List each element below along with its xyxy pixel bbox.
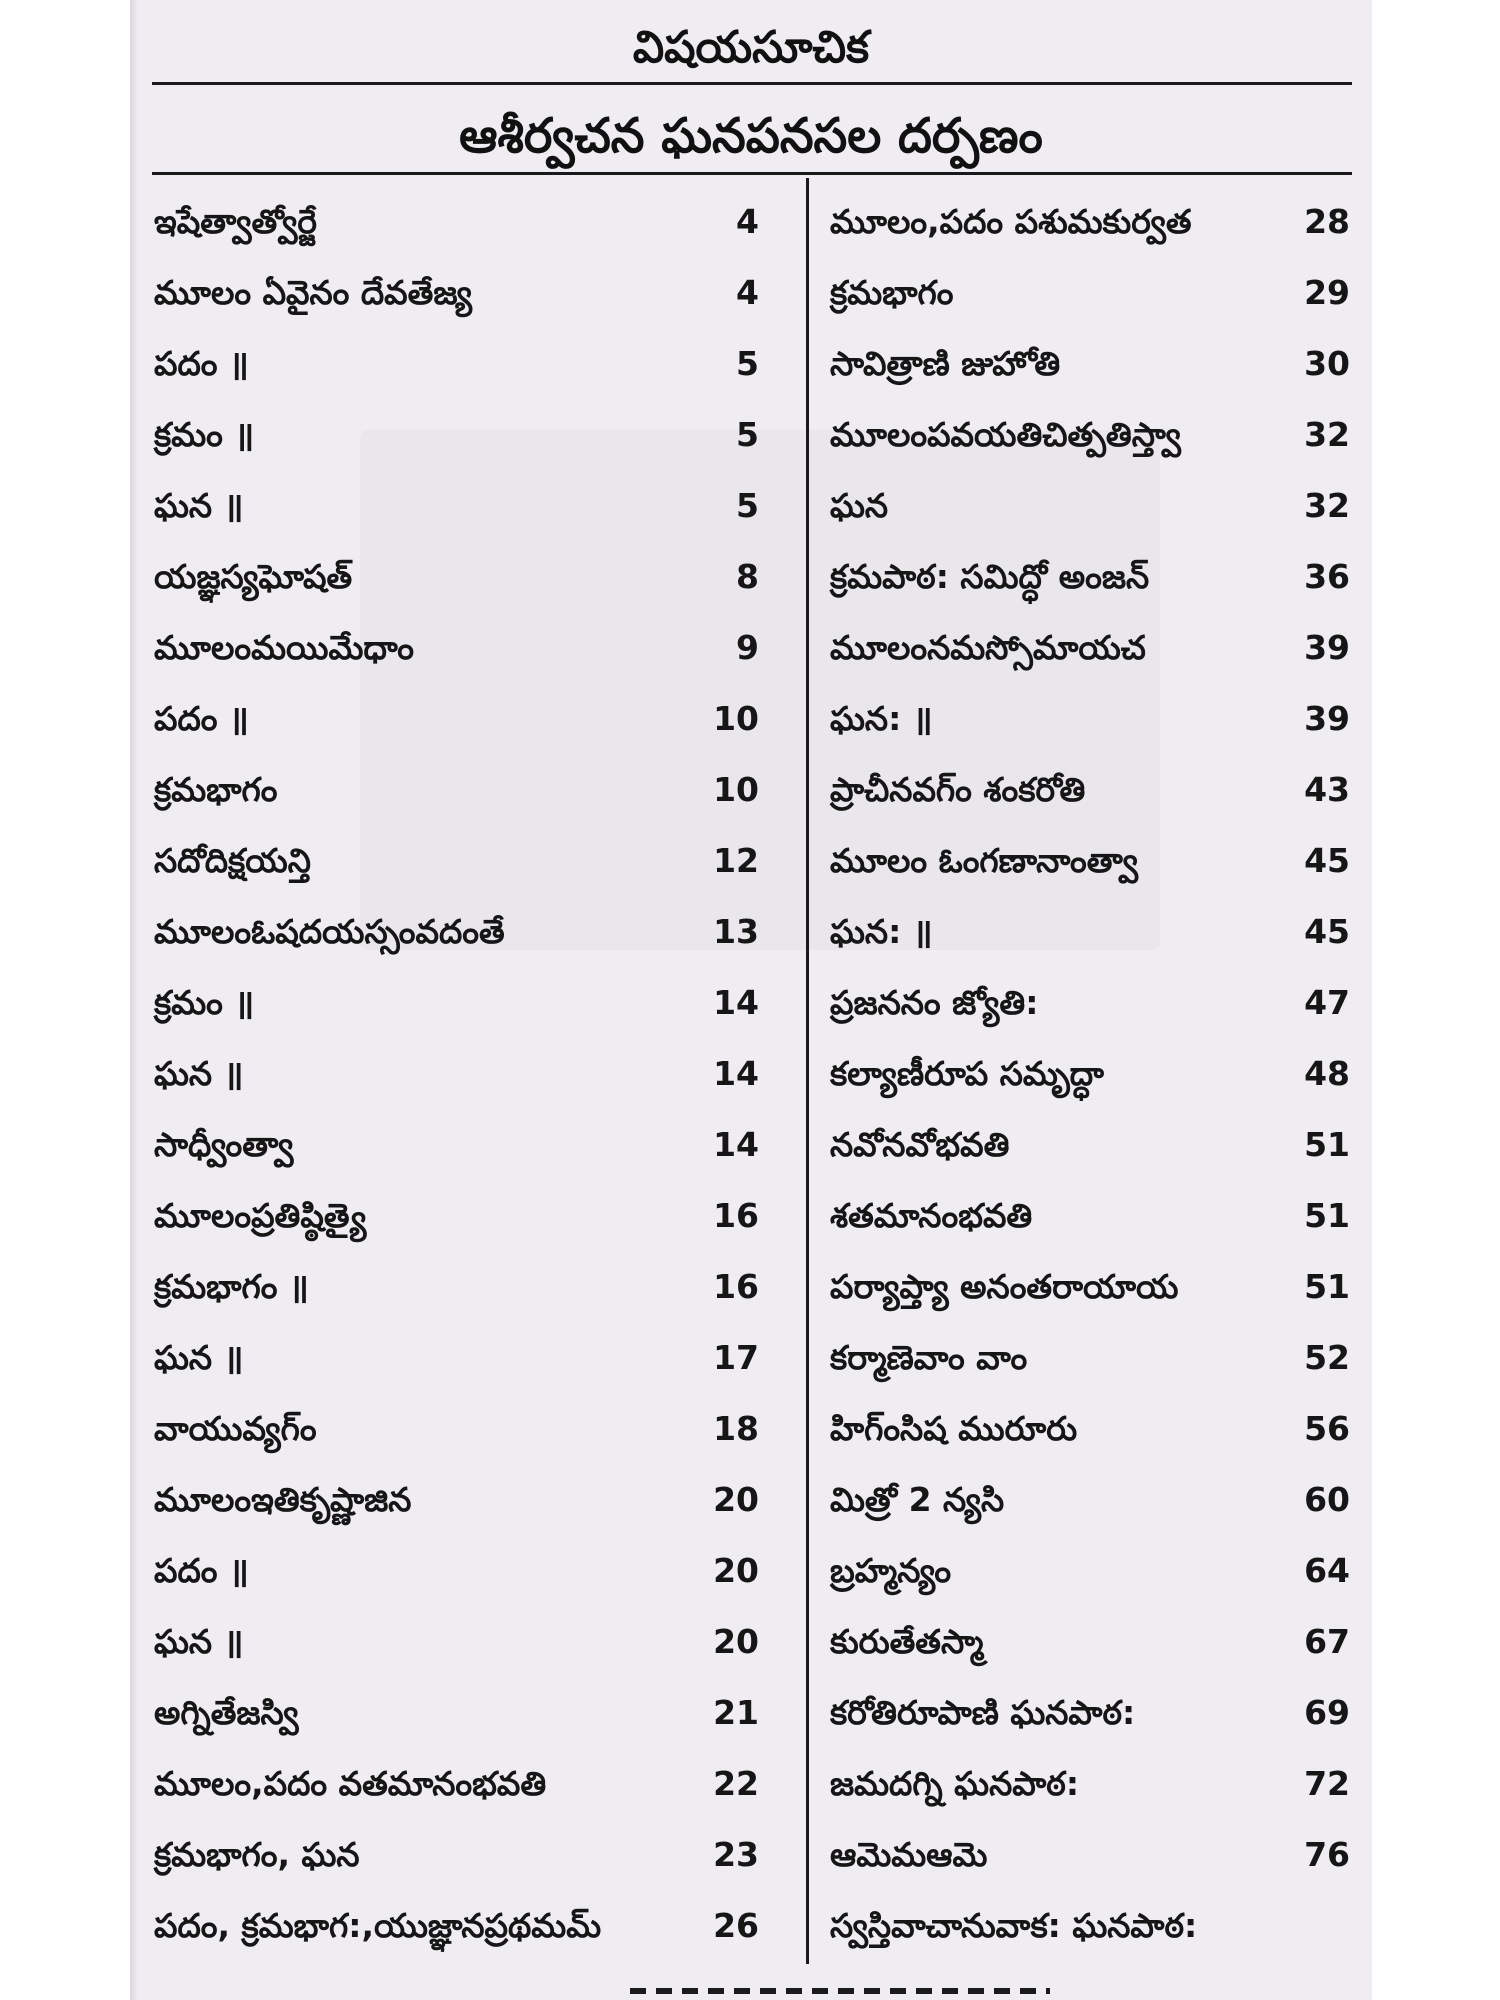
toc-entry (830, 612, 1350, 683)
toc-entry (830, 1535, 1350, 1606)
toc-entry (830, 186, 1350, 257)
toc-entry (830, 399, 1350, 470)
toc-entry-page-number: 28 (1304, 202, 1350, 241)
toc-entry-page-number: 16 (713, 1267, 759, 1306)
toc-entry-title: ఘన ॥ (154, 1338, 244, 1377)
toc-entry-title: ఘన: ॥ (830, 912, 933, 951)
toc-entry-page-number: 52 (1304, 1338, 1350, 1377)
toc-entry-title: మూలంఇతికృష్ణాజిన (154, 1480, 412, 1519)
toc-entry-page-number: 56 (1304, 1409, 1350, 1448)
toc-entry-title: ఘన ॥ (154, 1622, 244, 1661)
toc-entry (154, 1535, 794, 1606)
toc-entry (154, 1038, 794, 1109)
toc-entry (154, 1251, 794, 1322)
toc-entry-page-number: 8 (736, 557, 759, 596)
toc-entry-title: మూలంనమస్సోమాయచ (830, 628, 1146, 667)
title-divider (152, 82, 1352, 85)
toc-entry-title: ఇషేత్వాత్వోర్జే (154, 202, 317, 241)
page-title: విషయసూచిక (632, 22, 870, 73)
toc-entry-title: మూలం,పదం పశుమకుర్వత (830, 202, 1192, 241)
toc-entry (154, 1890, 794, 1961)
toc-entry (154, 1606, 794, 1677)
toc-entry (154, 612, 794, 683)
toc-entry-title: ఘన ॥ (154, 486, 244, 525)
book-page (130, 0, 1372, 2000)
toc-entry-title: సావిత్రాణి జుహోతి (830, 344, 1061, 383)
toc-entry (154, 825, 794, 896)
toc-entry-page-number: 51 (1304, 1196, 1350, 1235)
toc-entry-page-number: 10 (713, 770, 759, 809)
toc-entry-page-number: 69 (1304, 1693, 1350, 1732)
toc-entry-title: పదం ॥ (154, 1551, 249, 1590)
toc-entry (830, 1038, 1350, 1109)
toc-entry-page-number: 45 (1304, 841, 1350, 880)
toc-entry-page-number: 48 (1304, 1054, 1350, 1093)
toc-entry-title: పర్యాప్త్యా అనంతరాయాయ (830, 1267, 1179, 1306)
toc-entry (154, 1819, 794, 1890)
toc-entry-page-number: 13 (713, 912, 759, 951)
toc-left-column (154, 186, 794, 1946)
toc-entry-title: సాధ్వీంత్వా (154, 1125, 294, 1164)
toc-entry-title: మూలం,పదం వతమానంభవతి (154, 1764, 547, 1803)
toc-entry-page-number: 64 (1304, 1551, 1350, 1590)
toc-entry-title: ఆమెమఆమె (830, 1835, 988, 1874)
toc-entry (830, 328, 1350, 399)
toc-entry-page-number: 12 (713, 841, 759, 880)
toc-entry-page-number: 20 (713, 1480, 759, 1519)
toc-entry-title: స్వస్తివాచానువాక: ఘనపాఠ: (830, 1906, 1198, 1945)
toc-right-column (830, 186, 1350, 1946)
toc-entry (830, 1464, 1350, 1535)
toc-entry (154, 1393, 794, 1464)
toc-entry (830, 1890, 1350, 1961)
toc-entry-title: మూలం ఏవైనం దేవతేజ్య (154, 273, 472, 312)
toc-entry-page-number: 22 (713, 1764, 759, 1803)
toc-entry-title: క్రమం ॥ (154, 415, 255, 454)
page-edge-shadow (130, 0, 138, 2000)
toc-entry-page-number: 17 (713, 1338, 759, 1377)
toc-entry (154, 399, 794, 470)
toc-entry-page-number: 18 (713, 1409, 759, 1448)
toc-entry-title: హిగ్ంసిష మురూరు (830, 1409, 1078, 1448)
toc-entry-title: వాయువ్యగ్ం (154, 1409, 317, 1448)
column-divider (806, 178, 809, 1964)
toc-entry (830, 1180, 1350, 1251)
toc-entry-page-number: 14 (713, 1125, 759, 1164)
toc-entry (830, 1393, 1350, 1464)
toc-entry-title: క్రమపాఠ: సమిద్ధో అంజన్ (830, 557, 1150, 596)
toc-entry-page-number: 16 (713, 1196, 759, 1235)
toc-entry-page-number: 51 (1304, 1125, 1350, 1164)
toc-entry (830, 967, 1350, 1038)
toc-entry-page-number: 29 (1304, 273, 1350, 312)
toc-entry (154, 1109, 794, 1180)
toc-entry (154, 1677, 794, 1748)
toc-entry (830, 257, 1350, 328)
toc-entry (154, 1748, 794, 1819)
heading-divider (152, 172, 1352, 175)
toc-entry-title: కర్మాణెవాం వాం (830, 1338, 1028, 1377)
toc-entry-title: ఘన ॥ (154, 1054, 244, 1093)
toc-entry (154, 967, 794, 1038)
toc-entry-title: పదం ॥ (154, 699, 249, 738)
toc-entry-page-number: 21 (713, 1693, 759, 1732)
toc-entry-title: ప్రజననం జ్యోతి: (830, 983, 1039, 1022)
toc-entry (830, 683, 1350, 754)
toc-entry (830, 754, 1350, 825)
toc-entry-page-number: 47 (1304, 983, 1350, 1022)
toc-entry (154, 754, 794, 825)
toc-entry-page-number: 14 (713, 1054, 759, 1093)
toc-entry (154, 257, 794, 328)
toc-entry-title: శతమానంభవతి (830, 1196, 1033, 1235)
toc-entry-title: బ్రహ్మన్యం (830, 1551, 952, 1590)
toc-entry-title: మూలం ఓంగణానాంత్వా (830, 841, 1138, 880)
toc-entry-title: యజ్ఞస్యఘోషత్ (154, 557, 353, 596)
toc-entry-title: క్రమభాగం (154, 770, 278, 809)
toc-entry-page-number: 36 (1304, 557, 1350, 596)
toc-entry (154, 541, 794, 612)
toc-entry-page-number: 67 (1304, 1622, 1350, 1661)
toc-entry-title: అగ్నితేజస్వి (154, 1693, 299, 1732)
toc-entry-page-number: 5 (736, 486, 759, 525)
toc-entry-page-number: 20 (713, 1551, 759, 1590)
toc-entry-title: కురుతేతస్మా (830, 1622, 984, 1661)
toc-entry (154, 186, 794, 257)
toc-entry-page-number: 4 (736, 202, 759, 241)
toc-entry-page-number: 72 (1304, 1764, 1350, 1803)
toc-entry (154, 1322, 794, 1393)
bottom-dashed-rule (630, 1988, 1050, 1994)
toc-entry-title: మూలంపవయతిచిత్పతిస్త్వా (830, 415, 1181, 454)
toc-entry-page-number: 10 (713, 699, 759, 738)
toc-entry-title: సదోదిక్షయన్తి (154, 841, 311, 880)
toc-entry (154, 683, 794, 754)
toc-entry-page-number: 5 (736, 344, 759, 383)
toc-entry (830, 1819, 1350, 1890)
toc-entry-page-number: 39 (1304, 628, 1350, 667)
toc-entry (830, 1251, 1350, 1322)
toc-entry (830, 1748, 1350, 1819)
toc-entry-title: క్రమం ॥ (154, 983, 255, 1022)
toc-entry-title: మిత్రో 2 న్యసి (830, 1480, 1005, 1519)
toc-entry-title: ఘన: ॥ (830, 699, 933, 738)
toc-entry-title: పదం ॥ (154, 344, 249, 383)
toc-entry-title: ఘన (830, 486, 889, 525)
toc-entry (154, 328, 794, 399)
toc-entry (154, 1180, 794, 1251)
toc-entry-page-number: 39 (1304, 699, 1350, 738)
toc-entry (830, 825, 1350, 896)
toc-entry-page-number: 45 (1304, 912, 1350, 951)
toc-entry (830, 1677, 1350, 1748)
toc-entry-title: క్రమభాగం (830, 273, 954, 312)
toc-entry-title: మూలంఓషదయస్సంవదంతే (154, 912, 505, 951)
toc-entry-title: మూలంమయిమేధాం (154, 628, 415, 667)
toc-entry-title: ప్రాచీనవగ్ం శంకరోతి (830, 770, 1086, 809)
toc-entry-page-number: 9 (736, 628, 759, 667)
toc-entry-page-number: 60 (1304, 1480, 1350, 1519)
toc-entry-page-number: 20 (713, 1622, 759, 1661)
toc-entry-title: పదం, క్రమభాగ:,యుజ్ఞానప్రథమమ్ (154, 1906, 602, 1945)
toc-entry-page-number: 32 (1304, 486, 1350, 525)
toc-entry-page-number: 51 (1304, 1267, 1350, 1306)
toc-entry-page-number: 76 (1304, 1835, 1350, 1874)
toc-entry-page-number: 23 (713, 1835, 759, 1874)
toc-entry (830, 1109, 1350, 1180)
toc-entry (154, 896, 794, 967)
toc-entry-title: మూలంప్రతిష్ఠిత్యై (154, 1196, 367, 1235)
toc-entry-title: క్రమభాగం ॥ (154, 1267, 309, 1306)
toc-entry-page-number: 5 (736, 415, 759, 454)
toc-entry-title: జమదగ్ని ఘనపాఠ: (830, 1764, 1080, 1803)
section-heading: ఆశీర్వచన ఘనపనసల దర్పణం (459, 108, 1043, 164)
toc-entry (830, 541, 1350, 612)
toc-entry-page-number: 4 (736, 273, 759, 312)
toc-entry-page-number: 43 (1304, 770, 1350, 809)
toc-entry-page-number: 30 (1304, 344, 1350, 383)
toc-entry (154, 470, 794, 541)
toc-entry-title: కల్యాణీరూప సమృద్ధా (830, 1054, 1105, 1093)
toc-entry-page-number: 26 (713, 1906, 759, 1945)
toc-entry-page-number: 32 (1304, 415, 1350, 454)
toc-entry-title: క్రమభాగం, ఘన (154, 1835, 360, 1874)
toc-entry (830, 470, 1350, 541)
toc-entry (830, 1322, 1350, 1393)
toc-entry (154, 1464, 794, 1535)
toc-entry-title: నవోనవోభవతి (830, 1125, 1010, 1164)
toc-entry-page-number: 14 (713, 983, 759, 1022)
toc-entry (830, 896, 1350, 967)
toc-entry (830, 1606, 1350, 1677)
toc-entry-title: కరోతిరూపాణి ఘనపాఠ: (830, 1693, 1136, 1732)
